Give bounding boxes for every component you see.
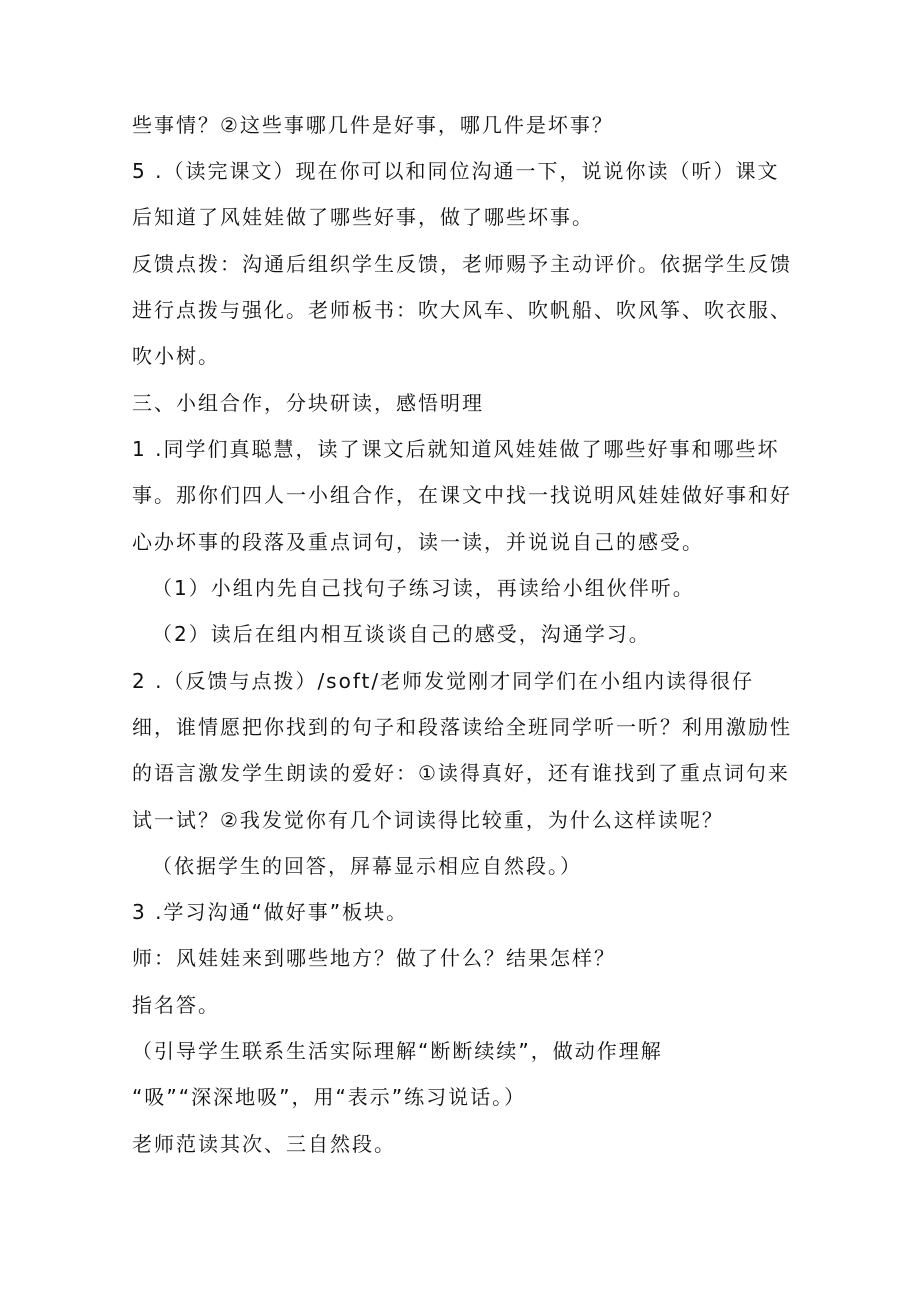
text-line: 5 .（读完课文）现在你可以和同位沟通一下，说说你读（听）课文 [132,159,780,183]
text-line: 吹小树。 [132,344,220,368]
text-line: 进行点拨与强化。老师板书：吹大风车、吹帆船、吹风筝、吹衣服、 [132,298,792,322]
text-line: 1 .同学们真聪慧，读了课文后就知道风娃娃做了哪些好事和哪些坏 [132,437,780,461]
section-heading: 三、小组合作，分块研读，感悟明理 [132,391,484,415]
text-line: 师：风娃娃来到哪些地方？做了什么？结果怎样？ [132,946,616,970]
text-line: 3 .学习沟通“做好事”板块。 [132,900,409,924]
text-line: 细，谁情愿把你找到的句子和段落读给全班同学听一听？利用激励性 [132,715,792,739]
text-line: 指名答。 [132,993,220,1017]
text-line: 事。那你们四人一小组合作，在课文中找一找说明风娃娃做好事和好 [132,483,792,507]
text-line: “吸”“深深地吸”，用“表示”练习说话。） [132,1085,527,1109]
text-line: （2）读后在组内相互谈谈自己的感受，沟通学习。 [152,622,651,646]
text-line: 后知道了风娃娃做了哪些好事，做了哪些坏事。 [132,205,594,229]
text-line: 2 .（反馈与点拨）/soft/老师发觉刚才同学们在小组内读得很仔 [132,669,755,693]
text-line: 老师范读其次、三自然段。 [132,1132,396,1156]
text-line: 些事情？②这些事哪几件是好事，哪几件是坏事？ [132,113,614,137]
text-line: 反馈点拨：沟通后组织学生反馈，老师赐予主动评价。依据学生反馈 [132,252,792,276]
text-line: 心办坏事的段落及重点词句，读一读，并说说自己的感受。 [132,530,704,554]
text-line: （依据学生的回答，屏幕显示相应自然段。） [152,854,582,878]
text-line: （1）小组内先自己找句子练习读，再读给小组伙伴听。 [152,576,695,600]
text-line: （引导学生联系生活实际理解“断断续续”，做动作理解 [132,1039,663,1063]
text-line: 的语言激发学生朗读的爱好：①读得真好，还有谁找到了重点词句来 [132,761,790,785]
text-line: 试一试？②我发觉你有几个词读得比较重，为什么这样读呢？ [132,808,724,832]
